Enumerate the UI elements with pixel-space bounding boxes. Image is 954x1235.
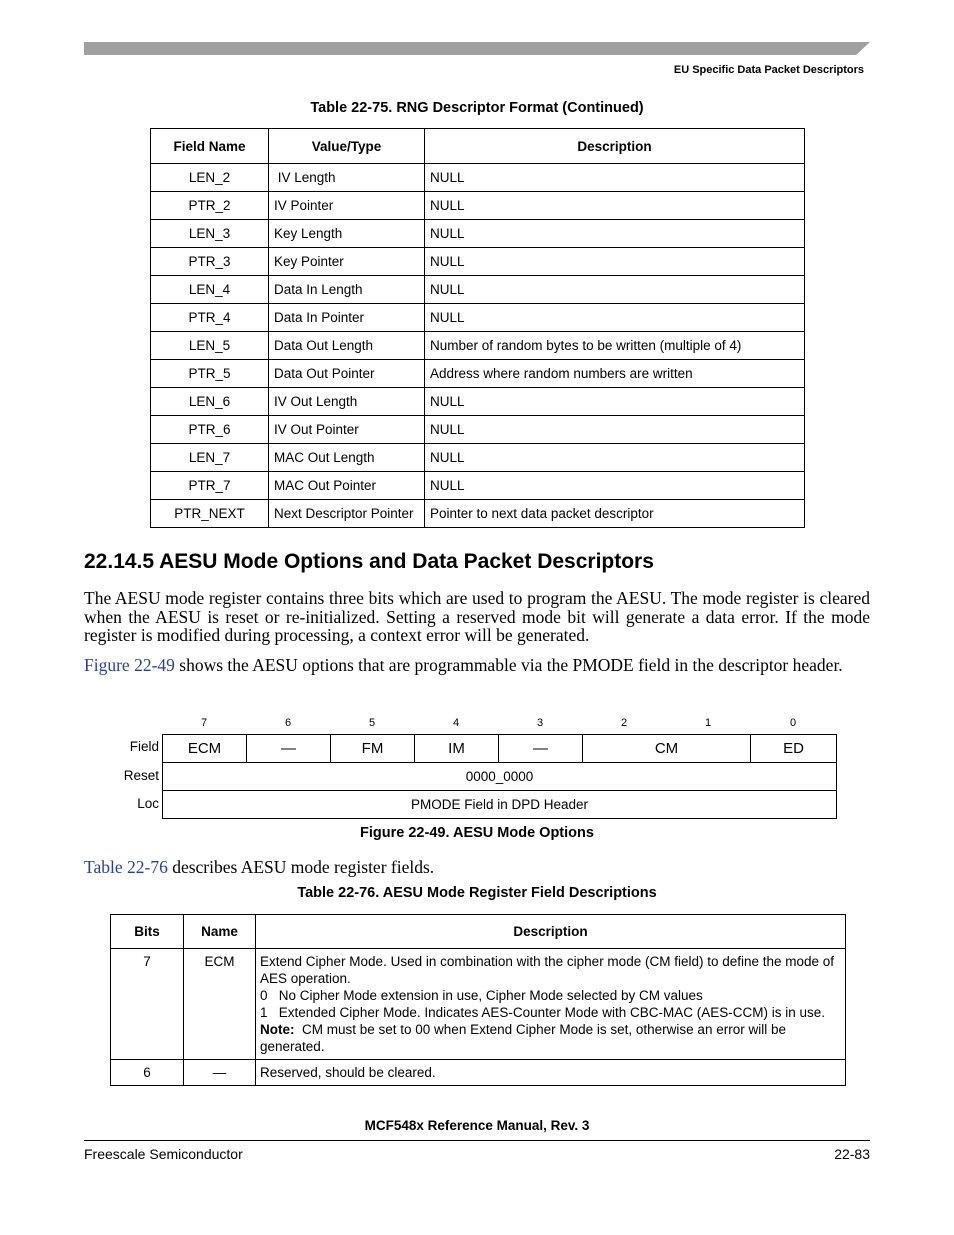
value-type-cell: Next Descriptor Pointer: [269, 500, 425, 528]
field-name-cell: PTR_NEXT: [151, 500, 269, 528]
description-cell: Pointer to next data packet descriptor: [425, 500, 805, 528]
bit-number: 7: [200, 717, 208, 729]
field-name-cell: LEN_4: [151, 276, 269, 304]
value-type-cell: Data Out Length: [269, 332, 425, 360]
value-type-cell: Key Pointer: [269, 248, 425, 276]
table2-caption: Table 22-76. AESU Mode Register Field Descriptions: [297, 885, 657, 901]
value-type-cell: Data In Pointer: [269, 304, 425, 332]
description-line: 0 No Cipher Mode extension in use, Cipher Mode selected by CM values: [260, 988, 703, 1003]
field-name-cell: LEN_6: [151, 388, 269, 416]
description-cell: NULL: [425, 388, 805, 416]
value-type-cell: MAC Out Length: [269, 444, 425, 472]
description-cell: NULL: [425, 248, 805, 276]
paragraph: [84, 656, 870, 675]
field-fm: FM: [331, 735, 415, 763]
description-line: Extend Cipher Mode. Used in combination with the cipher mode (CM field) to define the mode of AES operation.: [260, 954, 835, 986]
table-row: [151, 276, 805, 304]
table-row: [151, 360, 805, 388]
figure-link[interactable]: Figure 22-49: [84, 655, 175, 675]
paragraph-text: shows the AESU options that are programmable via the PMODE field in the descriptor header.: [174, 655, 843, 675]
description-line: 1 Extended Cipher Mode. Indicates AES-Counter Mode with CBC-MAC (AES-CCM) is in use.: [260, 1005, 825, 1020]
column-header: Bits: [111, 915, 184, 949]
field-im: IM: [415, 735, 499, 763]
column-header: Description: [256, 915, 846, 949]
table-row: [151, 416, 805, 444]
note: [260, 1021, 841, 1055]
rng-descriptor-table: [150, 128, 805, 528]
table1-caption: Table 22-75. RNG Descriptor Format (Continued): [310, 100, 644, 116]
description-cell: NULL: [425, 472, 805, 500]
running-head: EU Specific Data Packet Descriptors: [673, 64, 864, 76]
description-cell: NULL: [425, 192, 805, 220]
table-row: [111, 1060, 846, 1086]
description-cell: Address where random numbers are written: [425, 360, 805, 388]
paragraph-text: describes AESU mode register fields.: [167, 857, 435, 877]
register-table: [162, 734, 837, 819]
field-name-cell: LEN_7: [151, 444, 269, 472]
field-name-cell: LEN_2: [151, 164, 269, 192]
description-cell: NULL: [425, 220, 805, 248]
field-reserved: —: [247, 735, 331, 763]
column-header: Description: [425, 129, 805, 164]
paragraph: [84, 858, 870, 877]
description-cell: NULL: [425, 164, 805, 192]
table-row: [151, 304, 805, 332]
footer-company: Freescale Semiconductor: [84, 1146, 243, 1162]
field-ecm: ECM: [163, 735, 247, 763]
table-row: [151, 248, 805, 276]
value-type-cell: Key Length: [269, 220, 425, 248]
value-type-cell: Data Out Pointer: [269, 360, 425, 388]
note-label: Note:: [260, 1022, 295, 1037]
table-row: [151, 164, 805, 192]
bit-number: 0: [789, 717, 797, 729]
value-type-cell: IV Pointer: [269, 192, 425, 220]
value-type-cell: Data In Length: [269, 276, 425, 304]
description-cell: Reserved, should be cleared.: [256, 1060, 846, 1086]
value-type-cell: IV Length: [269, 164, 425, 192]
header-bar: [84, 42, 870, 55]
field-reserved: —: [499, 735, 583, 763]
table-row: [111, 949, 846, 1060]
bit-number: 3: [536, 717, 544, 729]
note-text: CM must be set to 00 when Extend Cipher Mode is set, otherwise an error will be generated.: [260, 1022, 790, 1054]
paragraph: The AESU mode register contains three bits which are used to program the AESU. The mode register is cleared when the AESU is reset or re-initialized. Setting a reserved mode bit will generate a data error. If the mode register is modified during processing, a context error will be generated.: [84, 588, 870, 645]
section-heading: 22.14.5 AESU Mode Options and Data Packet Descriptors: [84, 550, 654, 573]
column-header: Name: [184, 915, 256, 949]
description-cell: Number of random bytes to be written (multiple of 4): [425, 332, 805, 360]
table-header-row: [151, 129, 805, 164]
page-number: 22-83: [834, 1146, 870, 1162]
field-name-cell: PTR_3: [151, 248, 269, 276]
column-header: Field Name: [151, 129, 269, 164]
table-row: [151, 388, 805, 416]
field-name-cell: PTR_7: [151, 472, 269, 500]
value-type-cell: IV Out Length: [269, 388, 425, 416]
table-row: [151, 444, 805, 472]
field-ed: ED: [751, 735, 837, 763]
name-cell: —: [184, 1060, 256, 1086]
bit-number: 1: [704, 717, 712, 729]
value-type-cell: MAC Out Pointer: [269, 472, 425, 500]
table-link[interactable]: Table 22-76: [84, 857, 168, 877]
bit-number: 6: [284, 717, 292, 729]
description-cell: NULL: [425, 304, 805, 332]
field-name-cell: LEN_3: [151, 220, 269, 248]
footer-divider: [84, 1140, 870, 1141]
bits-cell: 7: [111, 949, 184, 1060]
field-name-cell: LEN_5: [151, 332, 269, 360]
field-row-label: Field: [129, 739, 159, 754]
bit-number: 5: [368, 717, 376, 729]
description-cell: NULL: [425, 416, 805, 444]
bit-number: 4: [452, 717, 460, 729]
reset-value: 0000_0000: [163, 763, 837, 791]
loc-row-label: Loc: [137, 796, 159, 811]
value-type-cell: IV Out Pointer: [269, 416, 425, 444]
aesu-mode-field-table: [110, 914, 846, 1086]
field-name-cell: PTR_5: [151, 360, 269, 388]
table-row: [151, 192, 805, 220]
reset-row-label: Reset: [123, 768, 159, 783]
description-cell: [256, 949, 846, 1060]
table-row: [151, 500, 805, 528]
table-row: [151, 220, 805, 248]
field-name-cell: PTR_2: [151, 192, 269, 220]
field-cm: CM: [583, 735, 751, 763]
column-header: Value/Type: [269, 129, 425, 164]
description-cell: NULL: [425, 276, 805, 304]
bit-number: 2: [620, 717, 628, 729]
name-cell: ECM: [184, 949, 256, 1060]
bits-cell: 6: [111, 1060, 184, 1086]
figure-caption: Figure 22-49. AESU Mode Options: [360, 825, 594, 841]
manual-title: MCF548x Reference Manual, Rev. 3: [364, 1118, 590, 1133]
table-row: [151, 332, 805, 360]
field-name-cell: PTR_4: [151, 304, 269, 332]
table-row: [151, 472, 805, 500]
description-cell: NULL: [425, 444, 805, 472]
loc-value: PMODE Field in DPD Header: [163, 791, 837, 819]
field-name-cell: PTR_6: [151, 416, 269, 444]
table-header-row: [111, 915, 846, 949]
